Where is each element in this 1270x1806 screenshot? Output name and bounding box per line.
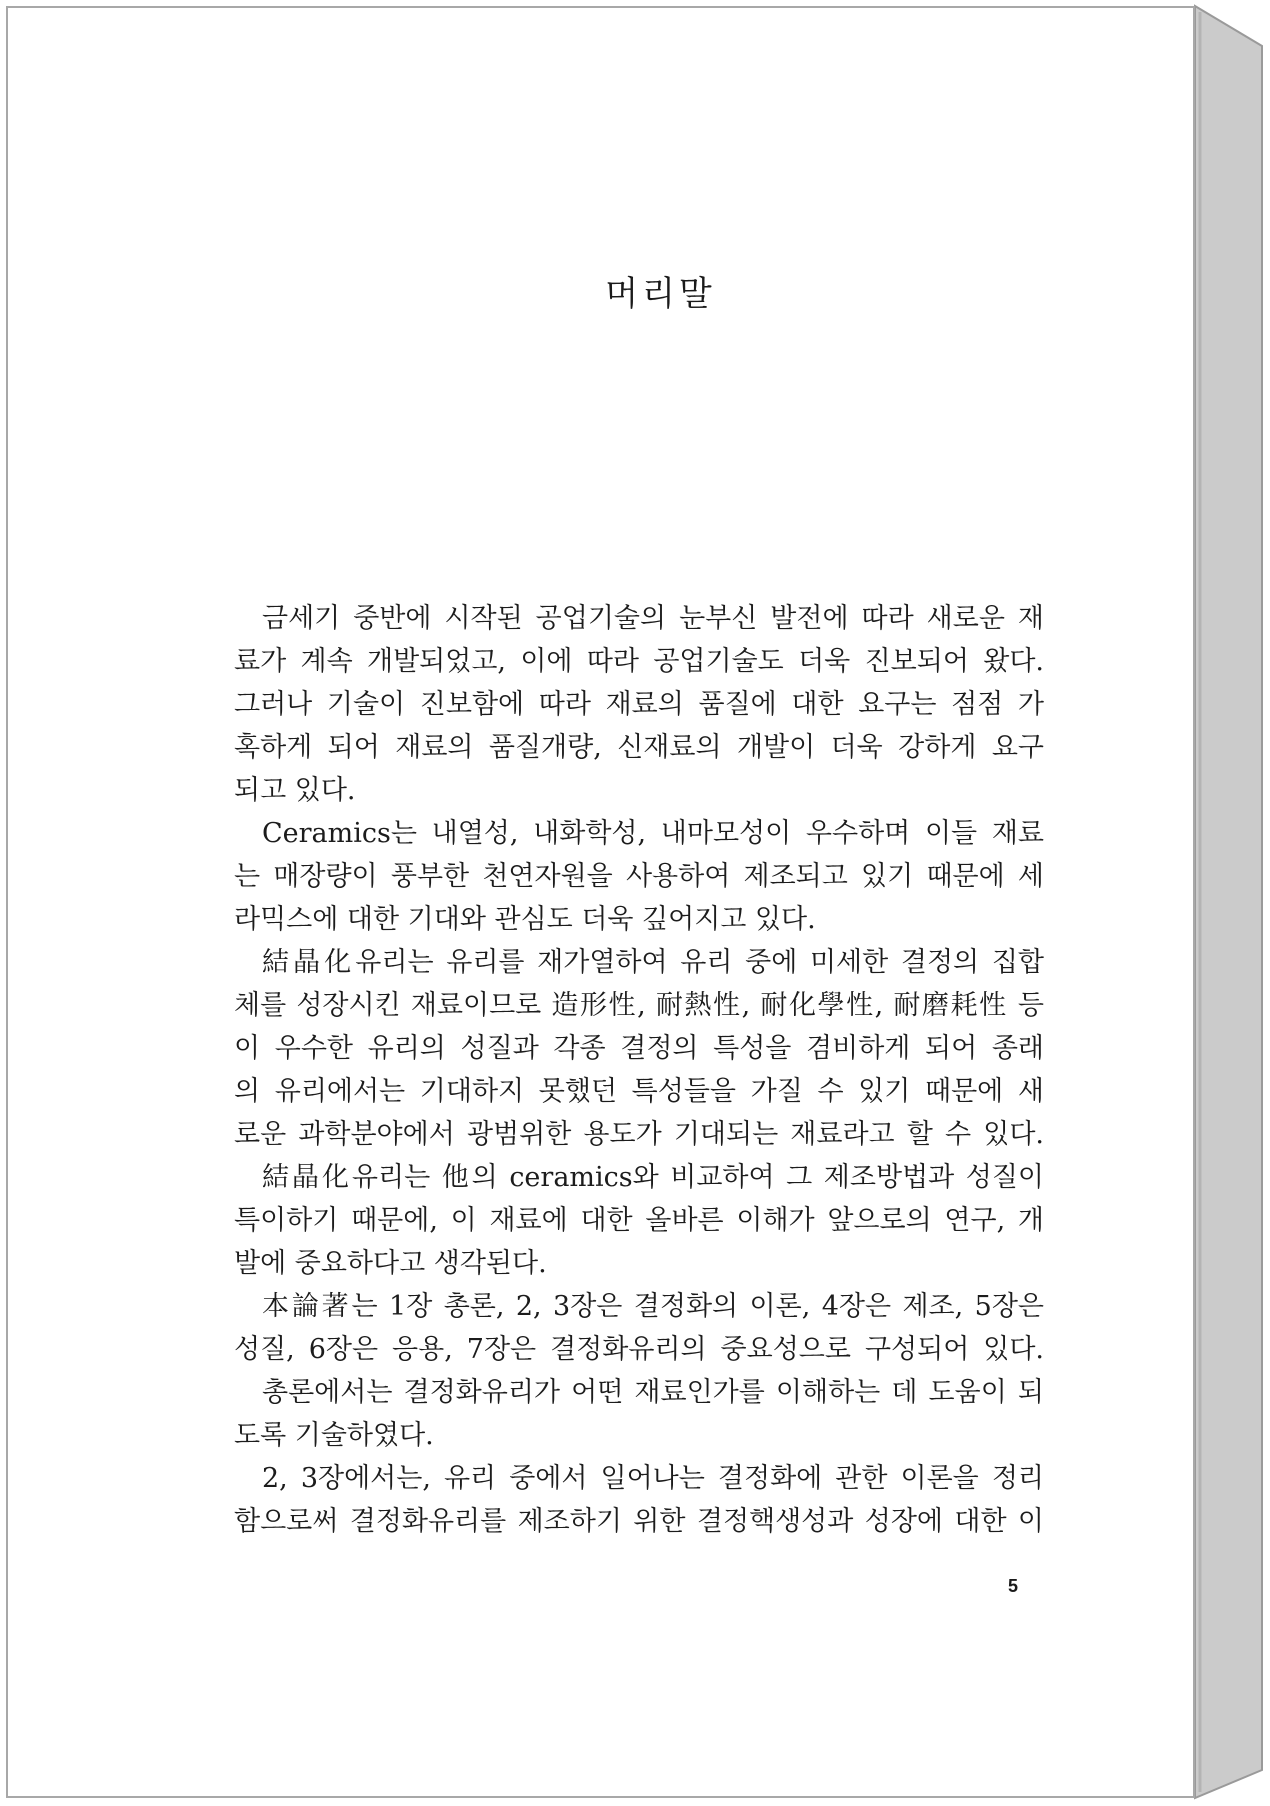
text-line: 結晶化유리는 유리를 재가열하여 유리 중에 미세한 결정의 집합: [262, 947, 1044, 978]
text-line: 本論著는 1장 총론, 2, 3장은 결정화의 이론, 4장은 제조, 5장은: [262, 1291, 1044, 1322]
page-number: 5: [1008, 1576, 1019, 1596]
text-line: 특이하기 때문에, 이 재료에 대한 올바른 이해가 앞으로의 연구, 개: [234, 1205, 1044, 1236]
text-line: 총론에서는 결정화유리가 어떤 재료인가를 이해하는 데 도움이 되: [262, 1377, 1044, 1408]
text-line: Ceramics는 내열성, 내화학성, 내마모성이 우수하며 이들 재료: [262, 818, 1044, 849]
text-line: 금세기 중반에 시작된 공업기술의 눈부신 발전에 따라 새로운 재: [262, 603, 1044, 634]
text-line: 2, 3장에서는, 유리 중에서 일어나는 결정화에 관한 이론을 정리: [262, 1463, 1044, 1494]
book-side-face: [1195, 6, 1262, 1798]
text-line: 結晶化유리는 他의 ceramics와 비교하여 그 제조방법과 성질이: [262, 1162, 1044, 1193]
text-line: 이 우수한 유리의 성질과 각종 결정의 특성을 겸비하게 되어 종래: [234, 1033, 1044, 1064]
text-line: 의 유리에서는 기대하지 못했던 특성들을 가질 수 있기 때문에 새: [234, 1076, 1044, 1107]
body-text: [234, 601, 1044, 1551]
text-line: 그러나 기술이 진보함에 따라 재료의 품질에 대한 요구는 점점 가: [234, 689, 1044, 720]
text-line: 료가 계속 개발되었고, 이에 따라 공업기술도 더욱 진보되어 왔다.: [234, 646, 1044, 677]
text-line: 혹하게 되어 재료의 품질개량, 신재료의 개발이 더욱 강하게 요구: [234, 732, 1044, 763]
text-line: 되고 있다.: [234, 775, 356, 806]
text-line: 체를 성장시킨 재료이므로 造形性, 耐熱性, 耐化學性, 耐磨耗性 등: [234, 990, 1044, 1021]
text-line: 함으로써 결정화유리를 제조하기 위한 결정핵생성과 성장에 대한 이: [234, 1506, 1044, 1537]
text-line: 는 매장량이 풍부한 천연자원을 사용하여 제조되고 있기 때문에 세: [234, 861, 1044, 892]
document-page: [6, 6, 1195, 1798]
page-title: 머리말: [605, 274, 716, 314]
text-line: 도록 기술하였다.: [234, 1420, 434, 1451]
text-line: 라믹스에 대한 기대와 관심도 더욱 깊어지고 있다.: [234, 904, 816, 935]
text-line: 로운 과학분야에서 광범위한 용도가 기대되는 재료라고 할 수 있다.: [234, 1119, 1044, 1150]
text-line: 성질, 6장은 응용, 7장은 결정화유리의 중요성으로 구성되어 있다.: [234, 1334, 1044, 1365]
text-line: 발에 중요하다고 생각된다.: [234, 1248, 547, 1279]
